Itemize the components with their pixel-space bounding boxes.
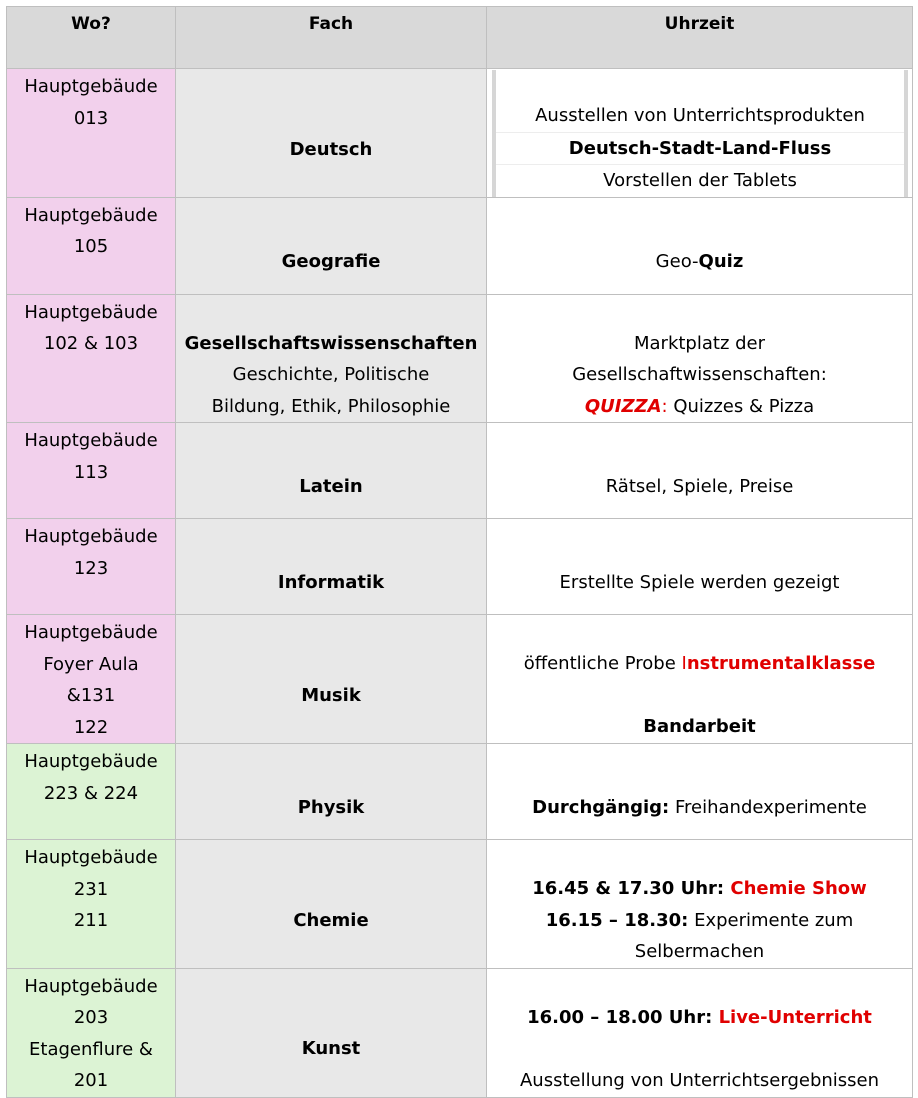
location-cell: Hauptgebäude 105: [7, 197, 176, 294]
subject-cell: Chemie: [176, 840, 487, 969]
table-row: [7, 294, 913, 423]
program-item: Vorstellen der Tablets: [603, 170, 797, 191]
program-cell: Geo-Quiz: [487, 197, 913, 294]
program-cell: Erstellte Spiele werden gezeigt: [487, 519, 913, 615]
table-row: [7, 519, 913, 615]
location-cell: Hauptgebäude 013: [7, 69, 176, 198]
header-fach: Fach: [176, 7, 487, 69]
location-cell: Hauptgebäude 123: [7, 519, 176, 615]
header-uhrzeit: Uhrzeit: [487, 7, 913, 69]
program-cell: Rätsel, Spiele, Preise: [487, 423, 913, 519]
program-cell: [487, 69, 913, 198]
location-cell: Hauptgebäude 231 211: [7, 840, 176, 969]
table-row: [7, 197, 913, 294]
subject-cell: Gesellschaftswissenschaften Geschichte, Politische Bildung, Ethik, Philosophie: [176, 294, 487, 423]
subject-cell: Musik: [176, 615, 487, 744]
location-cell: Hauptgebäude 113: [7, 423, 176, 519]
program-cell: Marktplatz der Gesellschaftwissenschaften: QUIZZA: Quizzes & Pizza: [487, 294, 913, 423]
subject-cell: Deutsch: [176, 69, 487, 198]
program-item: Deutsch-Stadt-Land-Fluss: [496, 133, 904, 166]
location-cell: Hauptgebäude Foyer Aula &131 122: [7, 615, 176, 744]
subject-cell: Latein: [176, 423, 487, 519]
subject-cell: Kunst: [176, 968, 487, 1097]
table-row: [7, 423, 913, 519]
table-row: [7, 840, 913, 969]
bandarbeit-label: Bandarbeit: [643, 716, 756, 738]
location-cell: Hauptgebäude 223 & 224: [7, 744, 176, 840]
location-cell: Hauptgebäude 102 & 103: [7, 294, 176, 423]
header-row: [7, 7, 913, 69]
program-cell: Durchgängig: Freihandexperimente: [487, 744, 913, 840]
program-cell: öffentliche Probe Instrumentalklasse Bandarbeit: [487, 615, 913, 744]
location-cell: Hauptgebäude 203 Etagenflure & 201: [7, 968, 176, 1097]
subject-cell: Geografie: [176, 197, 487, 294]
subject-cell: Physik: [176, 744, 487, 840]
program-item: Ausstellen von Unterrichtsprodukten: [496, 70, 904, 133]
table-row: [7, 968, 913, 1097]
subject-cell: Informatik: [176, 519, 487, 615]
program-cell: 16.00 – 18.00 Uhr: Live-Unterricht Ausstellung von Unterrichtsergebnissen: [487, 968, 913, 1097]
table-row: [7, 615, 913, 744]
table-row: [7, 69, 913, 198]
program-cell: 16.45 & 17.30 Uhr: Chemie Show 16.15 – 18.30: Experimente zum Selbermachen: [487, 840, 913, 969]
program-list: [492, 70, 908, 197]
schedule-table: [6, 6, 913, 1098]
table-row: [7, 744, 913, 840]
header-wo: Wo?: [7, 7, 176, 69]
quizza-label: QUIZZA: [584, 395, 662, 417]
